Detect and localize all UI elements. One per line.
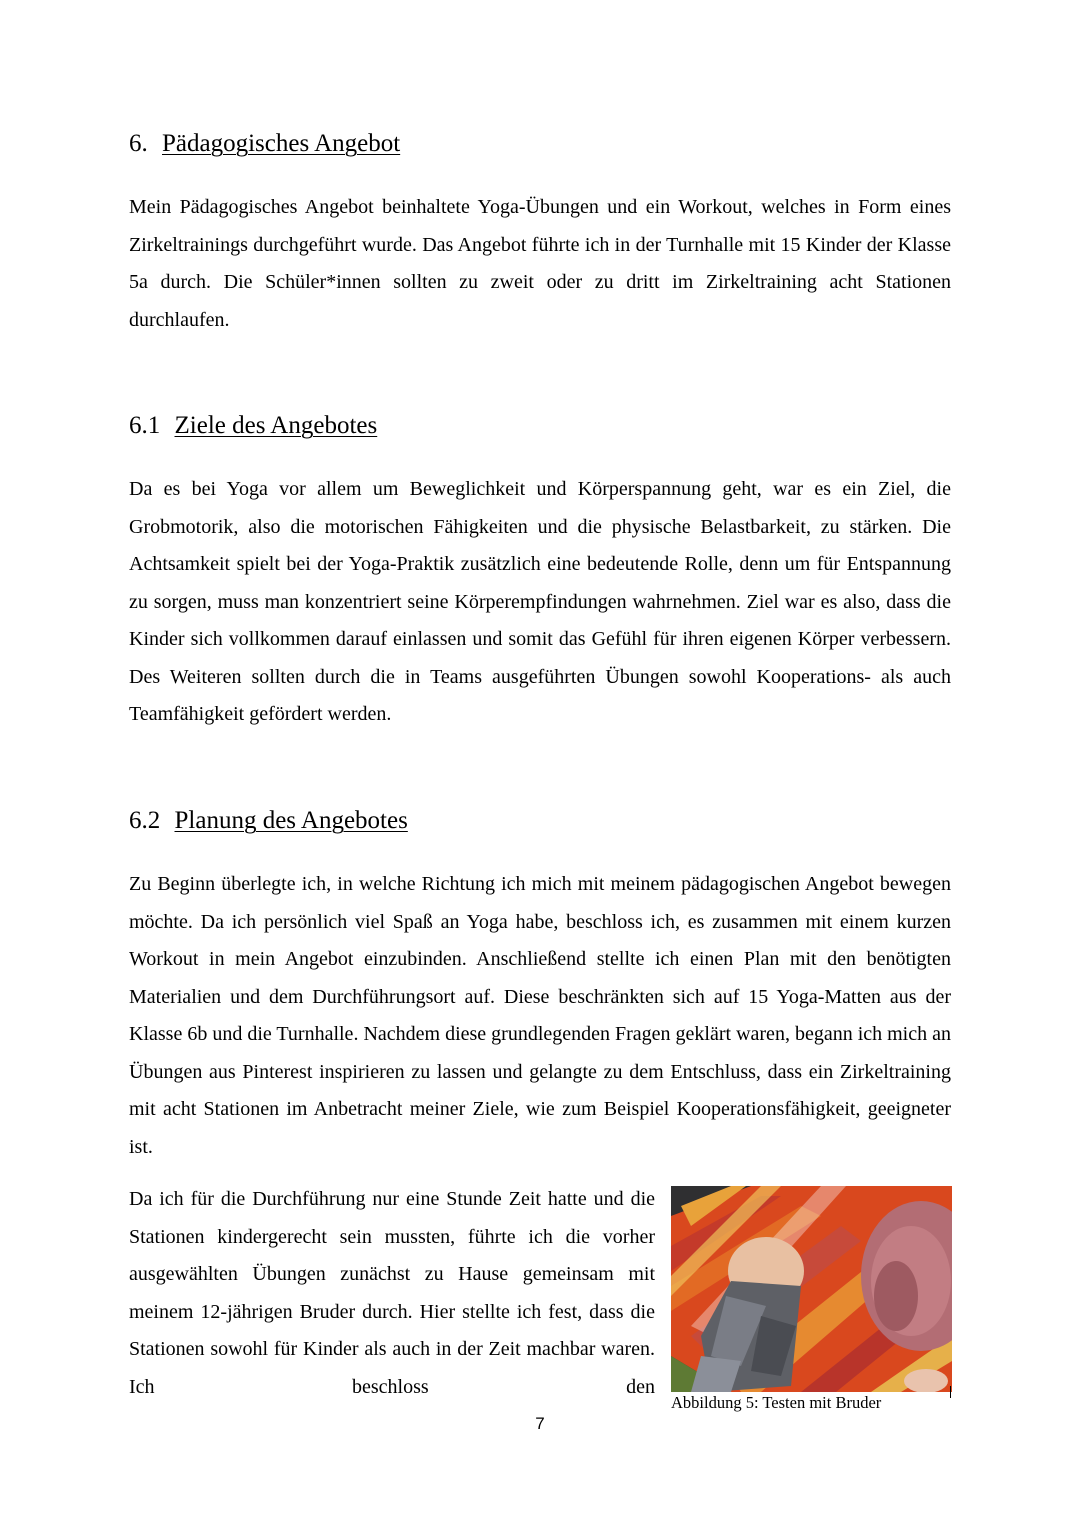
section-title: Planung des Angebotes xyxy=(174,807,408,834)
section-6-2-paragraph-2: Da ich für die Durchführung nur eine Stunde Zeit hatte und die Stationen kindergerecht sein mussten, führte ich die vorher ausgewählten Übungen zunächst zu Hause gemeinsam mit meinem 12-jährigen Bruder durch. Hier stellte ich fest, dass die Stationen sowohl für Kinder als auch in der Zeit machbar waren. Ich beschloss den xyxy=(129,1188,655,1398)
figure-photo xyxy=(671,1186,952,1392)
figure-caption: Abbildung 5: Testen mit Bruder xyxy=(671,1393,882,1412)
page-number: 7 xyxy=(535,1414,545,1433)
section-title: Ziele des Angebotes xyxy=(174,412,378,439)
section-6-1-heading xyxy=(129,411,377,441)
section-title: Pädagogisches Angebot xyxy=(162,130,401,157)
section-number: 6.2 xyxy=(129,807,161,834)
section-6-heading xyxy=(129,129,400,159)
section-number: 6.1 xyxy=(129,412,161,439)
section-6-1-paragraph: Da es bei Yoga vor allem um Beweglichkeit und Körperspannung geht, war es ein Ziel, die Grobmotorik, also die motorischen Fähigkeiten und die physische Belastbarkeit, zu stärken. Die Achtsamkeit spielt bei der Yoga-Praktik zusätzlich eine bedeutende Rolle, denn um für Entspannung zu sorgen, muss man konzentriert seine Körperempfindungen wahrnehmen. Ziel war es also, dass die Kinder sich vollkommen darauf einlassen und somit das Gefühl für ihren eigenen Körper verbessern. Des Weiteren sollten durch die in Teams ausgeführten Übungen sowohl Kooperations- als auch Teamfähigkeit gefördert werden. xyxy=(129,478,951,725)
caption-divider xyxy=(950,1386,951,1398)
photo-illustration xyxy=(671,1186,952,1392)
section-6-paragraph: Mein Pädagogisches Angebot beinhaltete Yoga-Übungen und ein Workout, welches in Form eines Zirkeltrainings durchgeführt wurde. Das Angebot führte ich in der Turnhalle mit 15 Kinder der Klasse 5a durch. Die Schüler*innen sollten zu zweit oder zu dritt im Zirkeltraining acht Stationen durchlaufen. xyxy=(129,196,951,331)
section-number: 6. xyxy=(129,130,148,157)
section-6-2-heading xyxy=(129,806,408,836)
section-6-2-paragraph-1: Zu Beginn überlegte ich, in welche Richtung ich mich mit meinem pädagogischen Angebot bewegen möchte. Da ich persönlich viel Spaß an Yoga habe, beschloss ich, es zusammen mit einem kurzen Workout in mein Angebot einzubinden. Anschließend stellte ich einen Plan mit den benötigten Materialien und dem Durchführungsort auf. Diese beschränkten sich auf 15 Yoga-Matten aus der Klasse 6b und die Turnhalle. Nachdem diese grundlegenden Fragen geklärt waren, begann ich mich an Übungen aus Pinterest inspirieren zu lassen und gelangte zu dem Entschluss, dass ein Zirkeltraining mit acht Stationen im Anbetracht meiner Ziele, wie zum Beispiel Kooperationsfähigkeit, geeigneter ist. xyxy=(129,873,951,1158)
hand xyxy=(904,1369,948,1392)
